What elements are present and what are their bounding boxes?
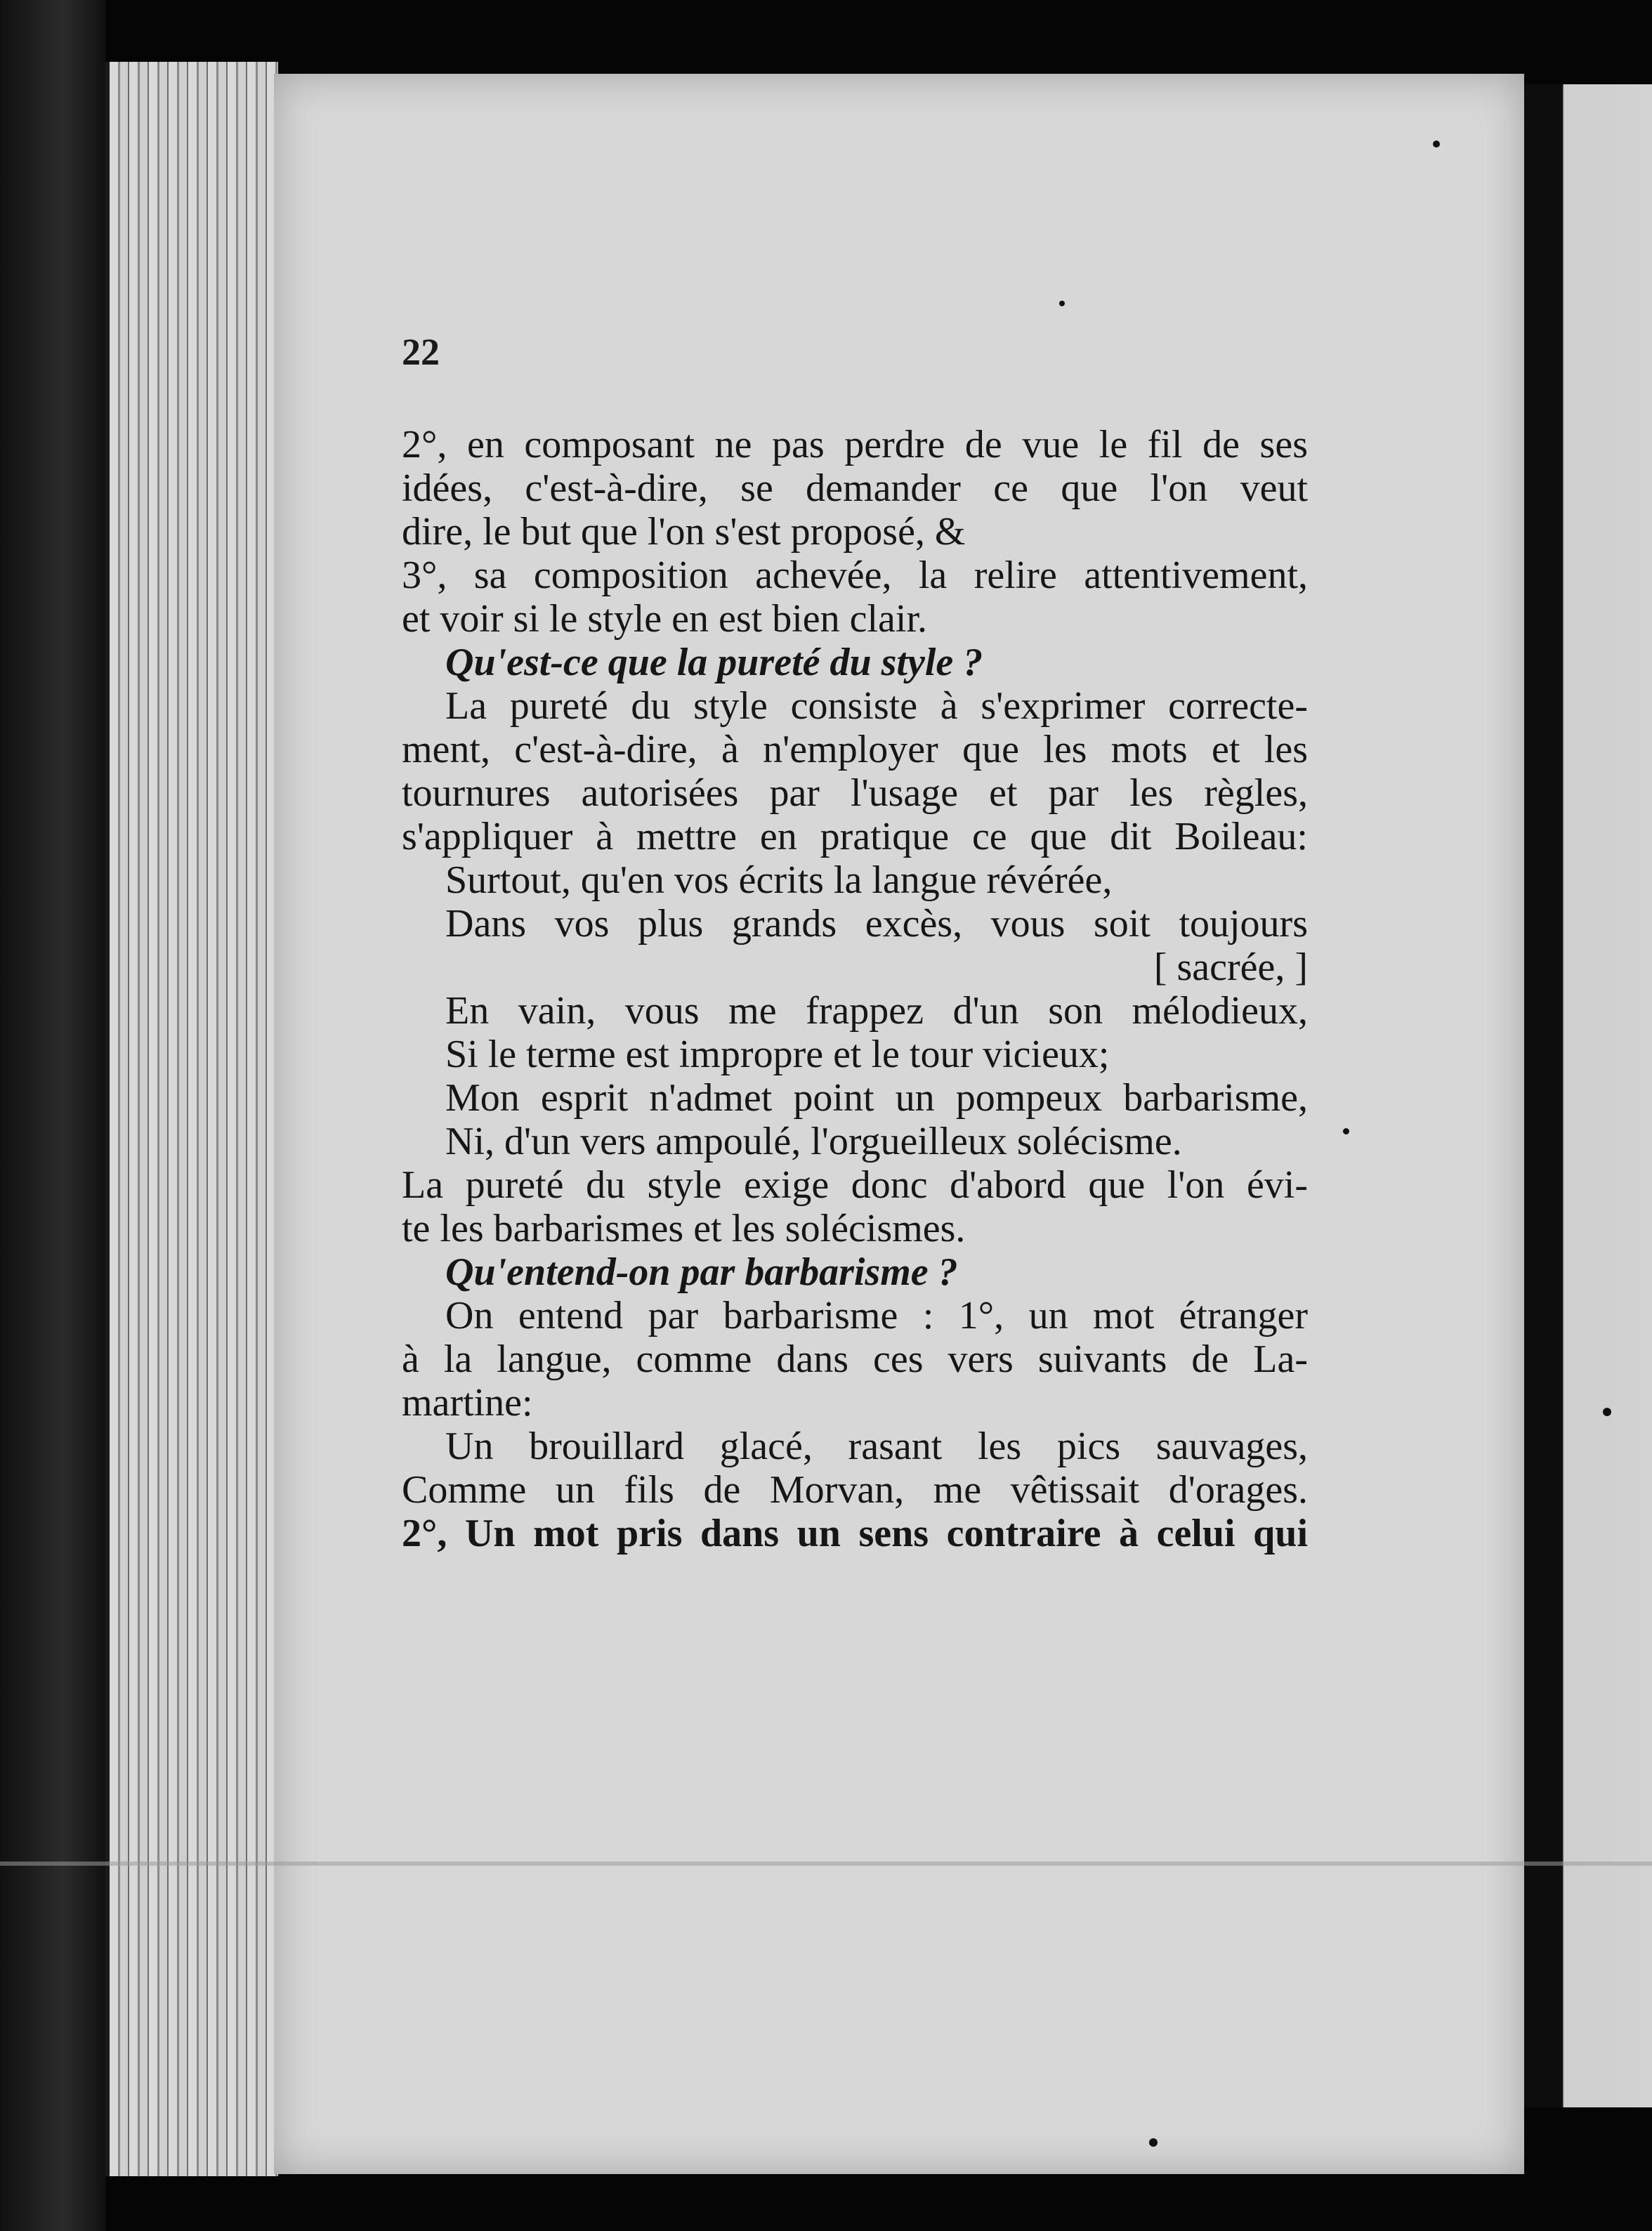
ink-speck [1433, 140, 1440, 148]
text-line: s'appliquer à mettre en pratique ce que dit Boileau: [402, 815, 1308, 858]
text-line: te les barbarismes et les solécismes. [402, 1207, 966, 1250]
verse-line: Comme un fils de Morvan, me vêtissait d'orages. [402, 1468, 1308, 1512]
page-number: 22 [402, 331, 440, 373]
facing-page-edge [1524, 84, 1652, 2107]
verse-line: Ni, d'un vers ampoulé, l'orgueilleux solécisme. [445, 1120, 1182, 1163]
verse-line: Si le terme est impropre et le tour vicieux; [445, 1033, 1110, 1076]
text-line: idées, c'est-à-dire, se demander ce que l'on veut [402, 466, 1308, 510]
text-line: tournures autorisées par l'usage et par les règles, [402, 771, 1308, 815]
verse-line: Surtout, qu'en vos écrits la langue révérée, [445, 858, 1113, 902]
ink-speck [1343, 1128, 1349, 1134]
verse-line-continuation: [ sacrée, ] [1153, 946, 1308, 989]
verse-line: En vain, vous me frappez d'un son mélodieux, [445, 989, 1308, 1033]
text-line: 3°, sa composition achevée, la relire attentivement, [402, 554, 1308, 597]
text-line: ment, c'est-à-dire, à n'employer que les mots et les [402, 728, 1308, 771]
verse-line: Mon esprit n'admet point un pompeux barbarisme, [445, 1076, 1308, 1120]
text-line: 2°, Un mot pris dans un sens contraire à celui qui [402, 1512, 1308, 1555]
scan-line-artifact [0, 1862, 1652, 1866]
text-line: La pureté du style exige donc d'abord que l'on évi- [402, 1163, 1308, 1207]
scan-border-left [0, 0, 105, 2231]
verse-line: Un brouillard glacé, rasant les pics sauvages, [445, 1425, 1308, 1468]
text-line: martine: [402, 1381, 533, 1425]
text-line: 2°, en composant ne pas perdre de vue le fil de ses [402, 423, 1308, 466]
page-edges-stack [105, 62, 278, 2176]
ink-speck [1603, 1408, 1611, 1416]
page-body-text [402, 423, 1308, 1555]
question-heading: Qu'est-ce que la pureté du style ? [445, 641, 983, 684]
text-line: dire, le but que l'on s'est proposé, & [402, 510, 966, 554]
text-line: à la langue, comme dans ces vers suivants de La- [402, 1337, 1308, 1381]
question-heading: Qu'entend-on par barbarisme ? [445, 1250, 958, 1294]
ink-speck [1149, 2138, 1158, 2147]
text-line: On entend par barbarisme : 1°, un mot étranger [445, 1294, 1308, 1337]
verse-line: Dans vos plus grands excès, vous soit toujours [445, 902, 1308, 946]
text-line: et voir si le style en est bien clair. [402, 597, 928, 641]
ink-speck [1059, 301, 1065, 306]
text-line: La pureté du style consiste à s'exprimer correcte- [445, 684, 1308, 728]
